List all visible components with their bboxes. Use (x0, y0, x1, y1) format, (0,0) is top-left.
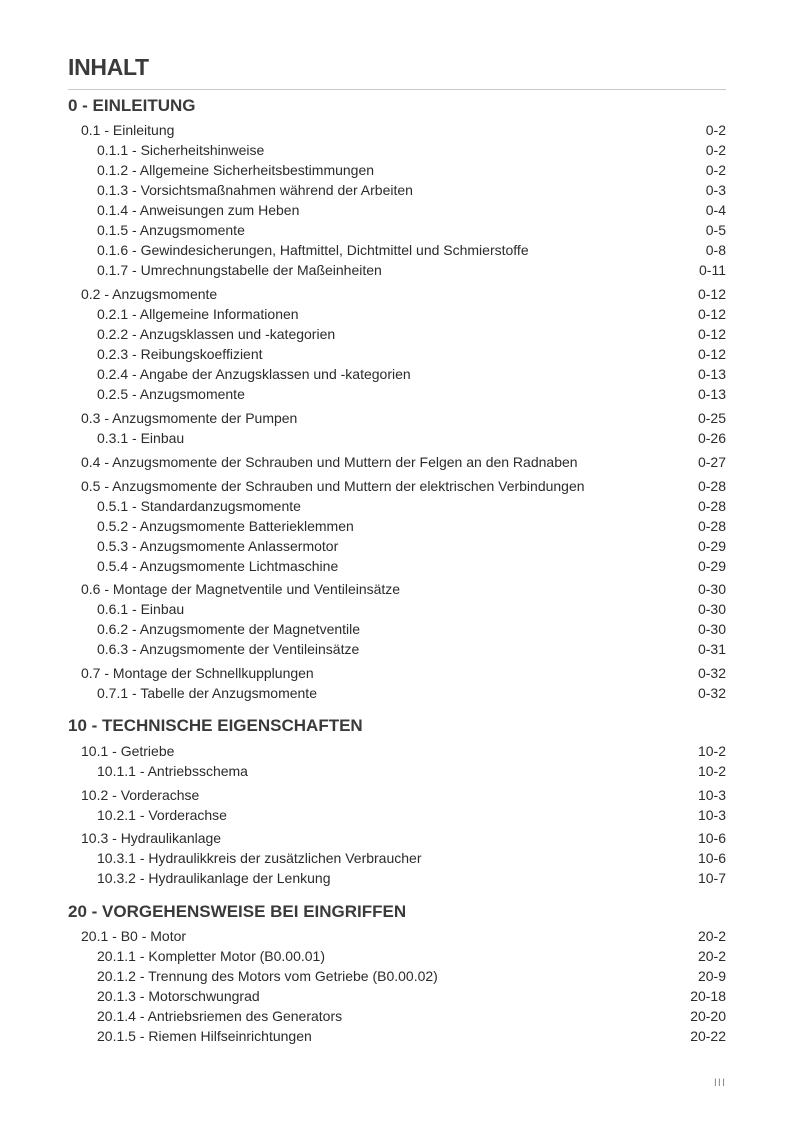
toc-subchapter-entry (97, 261, 726, 279)
toc-entry-page: 10-3 (697, 807, 726, 823)
toc-entry-title: 10 - TECHNISCHE EIGENSCHAFTEN (68, 716, 363, 735)
toc-entry-page: 0-8 (705, 242, 726, 258)
toc-subchapter-entry (97, 161, 726, 179)
toc-entry-page: 0-29 (697, 538, 726, 554)
page-title: INHALT (68, 54, 149, 80)
toc-subchapter-entry (97, 201, 726, 219)
toc-entry-title: 0.6.2 - Anzugsmomente der Magnetventile (97, 621, 361, 637)
toc-entry-title: 0.5.4 - Anzugsmomente Lichtmaschine (97, 558, 339, 574)
toc-entry-page: 0-25 (697, 410, 726, 426)
toc-subchapter-entry (97, 640, 726, 658)
toc-chapter-entry (81, 829, 726, 847)
toc-section-heading (68, 715, 726, 737)
toc-entry-page: 0-2 (705, 122, 726, 138)
toc-entry-title: 20.1.1 - Kompletter Motor (B0.00.01) (97, 948, 325, 964)
toc-subchapter-entry (97, 600, 726, 618)
toc-subchapter-entry (97, 325, 726, 343)
toc-subchapter-entry (97, 684, 726, 702)
toc-entry-page: 0-30 (697, 601, 726, 617)
toc-entry-title: 20.1.5 - Riemen Hilfseinrichtungen (97, 1028, 312, 1044)
toc-entry-page: 10-6 (697, 830, 726, 846)
toc-subchapter-entry (97, 967, 726, 985)
toc-subchapter-entry (97, 762, 726, 780)
toc-chapter-entry (81, 477, 726, 495)
toc-subchapter-entry (97, 517, 726, 535)
toc-subchapter-entry (97, 345, 726, 363)
toc-entry-page: 20-18 (690, 988, 726, 1004)
toc-subchapter-entry (97, 385, 726, 403)
toc-chapter-entry (81, 121, 726, 139)
toc-entry-page: 20-22 (690, 1028, 726, 1044)
toc-subchapter-entry (97, 181, 726, 199)
toc-entry-title: 20.1 - B0 - Motor (81, 928, 187, 944)
toc-entry-page: 0-2 (705, 142, 726, 158)
toc-subchapter-entry (97, 557, 726, 575)
footer-page-number: III (713, 1077, 726, 1089)
toc-entry-title: 0.1.6 - Gewindesicherungen, Haftmittel, Dichtmittel und Schmierstoffe (97, 242, 529, 258)
toc-chapter-entry (81, 453, 726, 471)
toc-subchapter-entry (97, 1007, 726, 1025)
toc-entry-title: 0.2.4 - Angabe der Anzugsklassen und -kategorien (97, 366, 411, 382)
toc-entry-page: 0-26 (697, 430, 726, 446)
toc-entry-title: 0.1 - Einleitung (81, 122, 175, 138)
toc-entry-page: 0-12 (697, 286, 726, 302)
toc-entry-page: 0-29 (697, 558, 726, 574)
toc-subchapter-entry (97, 947, 726, 965)
toc-entry-page: 10-2 (697, 763, 726, 779)
toc-entry-page: 0-2 (705, 162, 726, 178)
toc-chapter-entry (81, 664, 726, 682)
toc-section-heading (68, 95, 726, 117)
toc-entry-title: 0.6 - Montage der Magnetventile und Ventileinsätze (81, 581, 401, 597)
toc-entry-title: 0.1.7 - Umrechnungstabelle der Maßeinheiten (97, 262, 382, 278)
toc-entry-title: 0.5.3 - Anzugsmomente Anlassermotor (97, 538, 339, 554)
toc-entry-title: 0.7.1 - Tabelle der Anzugsmomente (97, 685, 317, 701)
toc-subchapter-entry (97, 869, 726, 887)
toc-subchapter-entry (97, 241, 726, 259)
toc-entry-title: 0.1.3 - Vorsichtsmaßnahmen während der Arbeiten (97, 182, 413, 198)
toc-entry-page: 20-9 (697, 968, 726, 984)
toc-entry-title: 0.2.1 - Allgemeine Informationen (97, 306, 299, 322)
toc-entry-title: 0.2 - Anzugsmomente (81, 286, 218, 302)
toc-subchapter-entry (97, 497, 726, 515)
toc-entry-title: 0.7 - Montage der Schnellkupplungen (81, 665, 314, 681)
toc-entry-page: 0-3 (705, 182, 726, 198)
toc-subchapter-entry (97, 141, 726, 159)
toc-entry-page: 0-12 (697, 306, 726, 322)
toc-entry-page: 0-27 (697, 454, 726, 470)
toc-entry-title: 0.5.2 - Anzugsmomente Batterieklemmen (97, 518, 354, 534)
toc-entry-page: 10-3 (697, 787, 726, 803)
toc-entry-title: 10.3.1 - Hydraulikkreis der zusätzlichen Verbraucher (97, 850, 422, 866)
toc-entry-title: 20 - VORGEHENSWEISE BEI EINGRIFFEN (68, 902, 407, 921)
toc-subchapter-entry (97, 1027, 726, 1045)
toc-entry-title: 10.3.2 - Hydraulikanlage der Lenkung (97, 870, 331, 886)
toc-entry-page: 0-13 (697, 366, 726, 382)
toc-entry-page: 0-28 (697, 498, 726, 514)
toc-entry-title: 20.1.2 - Trennung des Motors vom Getriebe (B0.00.02) (97, 968, 438, 984)
toc-entry-page: 20-2 (697, 928, 726, 944)
toc-subchapter-entry (97, 305, 726, 323)
toc-section-heading (68, 901, 726, 923)
toc-entry-page: 0-28 (697, 518, 726, 534)
toc-subchapter-entry (97, 537, 726, 555)
toc-entry-title: 10.3 - Hydraulikanlage (81, 830, 222, 846)
toc-entry-title: 0.2.5 - Anzugsmomente (97, 386, 245, 402)
toc-entry-page: 0-5 (705, 222, 726, 238)
toc-entry-page: 0-4 (705, 202, 726, 218)
toc-entry-page: 0-13 (697, 386, 726, 402)
toc-subchapter-entry (97, 806, 726, 824)
toc-entry-title: 0.1.2 - Allgemeine Sicherheitsbestimmungen (97, 162, 375, 178)
toc-entry-title: 0.4 - Anzugsmomente der Schrauben und Muttern der Felgen an den Radnaben (81, 454, 578, 470)
toc-chapter-entry (81, 786, 726, 804)
toc-entry-title: 10.1 - Getriebe (81, 743, 175, 759)
toc-entry-page: 10-6 (697, 850, 726, 866)
toc-subchapter-entry (97, 221, 726, 239)
toc-entry-title: 10.2 - Vorderachse (81, 787, 200, 803)
toc-entry-page: 0-31 (697, 641, 726, 657)
toc-entry-page: 0-30 (697, 621, 726, 637)
toc-entry-page: 0-32 (697, 665, 726, 681)
toc-entry-title: 0.3 - Anzugsmomente der Pumpen (81, 410, 298, 426)
toc-subchapter-entry (97, 987, 726, 1005)
toc-subchapter-entry (97, 429, 726, 447)
toc-entry-page: 0-12 (697, 346, 726, 362)
toc-entry-title: 0.2.3 - Reibungskoeffizient (97, 346, 263, 362)
toc-entry-title: 10.1.1 - Antriebsschema (97, 763, 248, 779)
toc-entry-title: 10.2.1 - Vorderachse (97, 807, 227, 823)
toc-entry-title: 0.1.5 - Anzugsmomente (97, 222, 245, 238)
toc-chapter-entry (81, 409, 726, 427)
toc-entry-title: 0.5.1 - Standardanzugsmomente (97, 498, 301, 514)
toc-entry-page: 20-2 (697, 948, 726, 964)
toc-entry-page: 0-12 (697, 326, 726, 342)
toc-entry-title: 0.1.1 - Sicherheitshinweise (97, 142, 265, 158)
toc-entry-title: 0.5 - Anzugsmomente der Schrauben und Muttern der elektrischen Verbindungen (81, 478, 585, 494)
toc-entry-page: 0-11 (699, 262, 726, 278)
toc-entry-title: 20.1.4 - Antriebsriemen des Generators (97, 1008, 343, 1024)
toc-chapter-entry (81, 742, 726, 760)
toc-entry-title: 0.6.1 - Einbau (97, 601, 185, 617)
toc-subchapter-entry (97, 849, 726, 867)
toc-entry-page: 0-32 (697, 685, 726, 701)
toc-entry-page: 0-30 (697, 581, 726, 597)
toc-entry-page: 0-28 (697, 478, 726, 494)
toc-subchapter-entry (97, 365, 726, 383)
toc-entry-page: 10-7 (697, 870, 726, 886)
toc-chapter-entry (81, 285, 726, 303)
toc-entry-page: 20-20 (690, 1008, 726, 1024)
toc-entry-title: 0.6.3 - Anzugsmomente der Ventileinsätze (97, 641, 360, 657)
toc-entry-title: 20.1.3 - Motorschwungrad (97, 988, 260, 1004)
toc-subchapter-entry (97, 620, 726, 638)
toc-entry-title: 0.1.4 - Anweisungen zum Heben (97, 202, 300, 218)
toc-chapter-entry (81, 580, 726, 598)
toc-entry-title: 0.2.2 - Anzugsklassen und -kategorien (97, 326, 336, 342)
toc-entry-page: 10-2 (697, 743, 726, 759)
toc-chapter-entry (81, 927, 726, 945)
toc-entry-title: 0.3.1 - Einbau (97, 430, 185, 446)
toc-entry-title: 0 - EINLEITUNG (68, 96, 196, 115)
